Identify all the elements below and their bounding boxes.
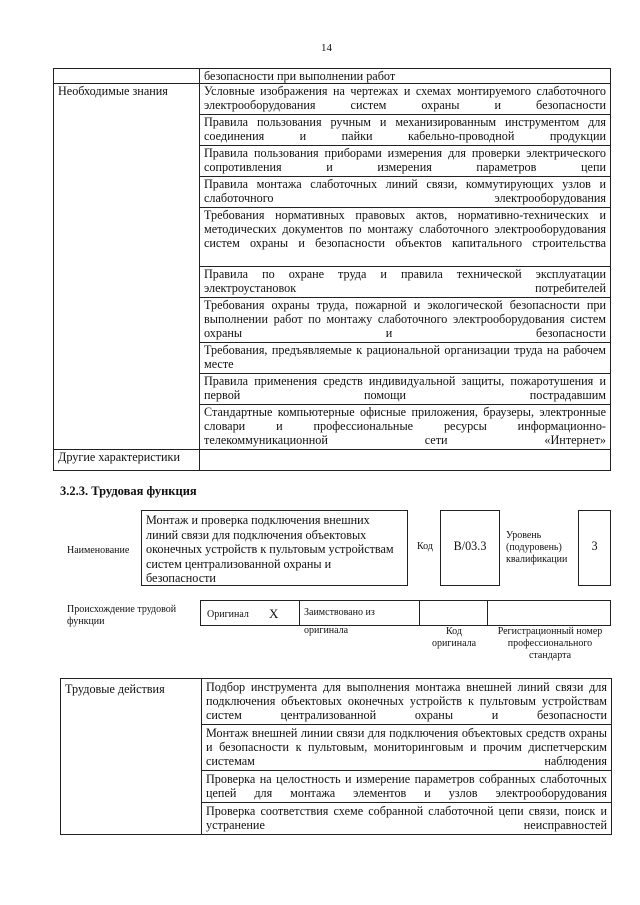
other-characteristics-value	[200, 450, 611, 471]
knowledge-item: Правила пользования ручным и механизированным инструментом для соединения и пайки кабельно-проводной продукции	[200, 115, 611, 146]
actions-label: Трудовые действия	[61, 679, 202, 835]
page-number: 14	[321, 42, 332, 54]
knowledge-item: Условные изображения на чертежах и схемах монтируемого слаботочного электрооборудования систем охраны и безопасности	[200, 84, 611, 115]
knowledge-item: Правила применения средств индивидуальной защиты, пожаротушения и первой помощи пострадавшим	[200, 374, 611, 405]
origin-label: Происхождение трудовой функции	[67, 604, 177, 627]
actions-table	[60, 678, 612, 835]
borrowed-cell	[299, 600, 420, 636]
level-label: Уровень (подуровень) квалификации	[506, 530, 568, 565]
table-row	[54, 450, 611, 471]
code-label: Код	[417, 541, 433, 552]
code-original-label: Код оригинала	[431, 626, 477, 649]
knowledge-item: Требования охраны труда, пожарной и экологической безопасности при выполнении работ по монтажу слаботочного электрооборудования систем охраны и безопасности	[200, 298, 611, 343]
continuation-cell: безопасности при выполнении работ	[200, 69, 611, 84]
knowledge-item: Правила по охране труда и правила технической эксплуатации электроустановок потребителей	[200, 267, 611, 298]
original-mark: X	[269, 606, 279, 621]
section-title: 3.2.3. Трудовая функция	[60, 484, 197, 498]
knowledge-item: Требования нормативных правовых актов, нормативно-технических и методических документов по монтажу слаботочного электрооборудования систем охраны и безопасности объектов капитального строительства	[200, 208, 611, 267]
other-characteristics-label: Другие характеристики	[54, 450, 200, 471]
knowledge-item: Правила монтажа слаботочных линий связи, коммутирующих узлов и слаботочного электрооборудования	[200, 177, 611, 208]
original-label: Оригинал	[207, 609, 249, 620]
knowledge-item: Стандартные компьютерные офисные приложения, браузеры, электронные словари и профессиональные ресурсы информационно-телекоммуникационной сети «Интернет»	[200, 405, 611, 450]
level-value: 3	[578, 510, 611, 586]
action-item: Проверка на целостность и измерение параметров собранных слаботочных цепей для монтажа элементов и узлов электрооборудования	[202, 771, 612, 803]
original-cell	[200, 600, 300, 626]
table-row	[61, 679, 612, 725]
table-cell-empty	[54, 69, 200, 84]
knowledge-table	[53, 68, 611, 471]
borrowed-label: Заимствовано из оригинала	[304, 607, 375, 636]
knowledge-item: Требования, предъявляемые к рациональной организации труда на рабочем месте	[200, 343, 611, 374]
knowledge-label: Необходимые знания	[54, 84, 200, 450]
code-original-cell	[419, 600, 488, 626]
action-item: Подбор инструмента для выполнения монтажа внешней линий связи для подключения объектовых оконечных устройств к пультовым устройствам систем централизованной охраны и безопасности	[202, 679, 612, 725]
action-item: Монтаж внешней линии связи для подключения объектовых средств охраны и безопасности к пультовым, мониторинговым и прочим диспетчерским системам наблюдения	[202, 725, 612, 771]
reg-number-label: Регистрационный номер профессионального стандарта	[497, 626, 603, 661]
function-code: В/03.3	[440, 510, 500, 586]
name-label: Наименование	[67, 545, 130, 556]
action-item: Проверка соответствия схеме собранной слаботочной цепи связи, поиск и устранение неисправностей	[202, 803, 612, 835]
function-name: Монтаж и проверка подключения внешних линий связи для подключения объектовых оконечных устройств к пультовым устройствам систем централизованной охраны и безопасности	[141, 510, 408, 586]
table-row	[54, 69, 611, 84]
table-row	[54, 84, 611, 115]
knowledge-item: Правила пользования приборами измерения для проверки электрического сопротивления и измерения параметров цепи	[200, 146, 611, 177]
reg-number-cell	[487, 600, 611, 626]
